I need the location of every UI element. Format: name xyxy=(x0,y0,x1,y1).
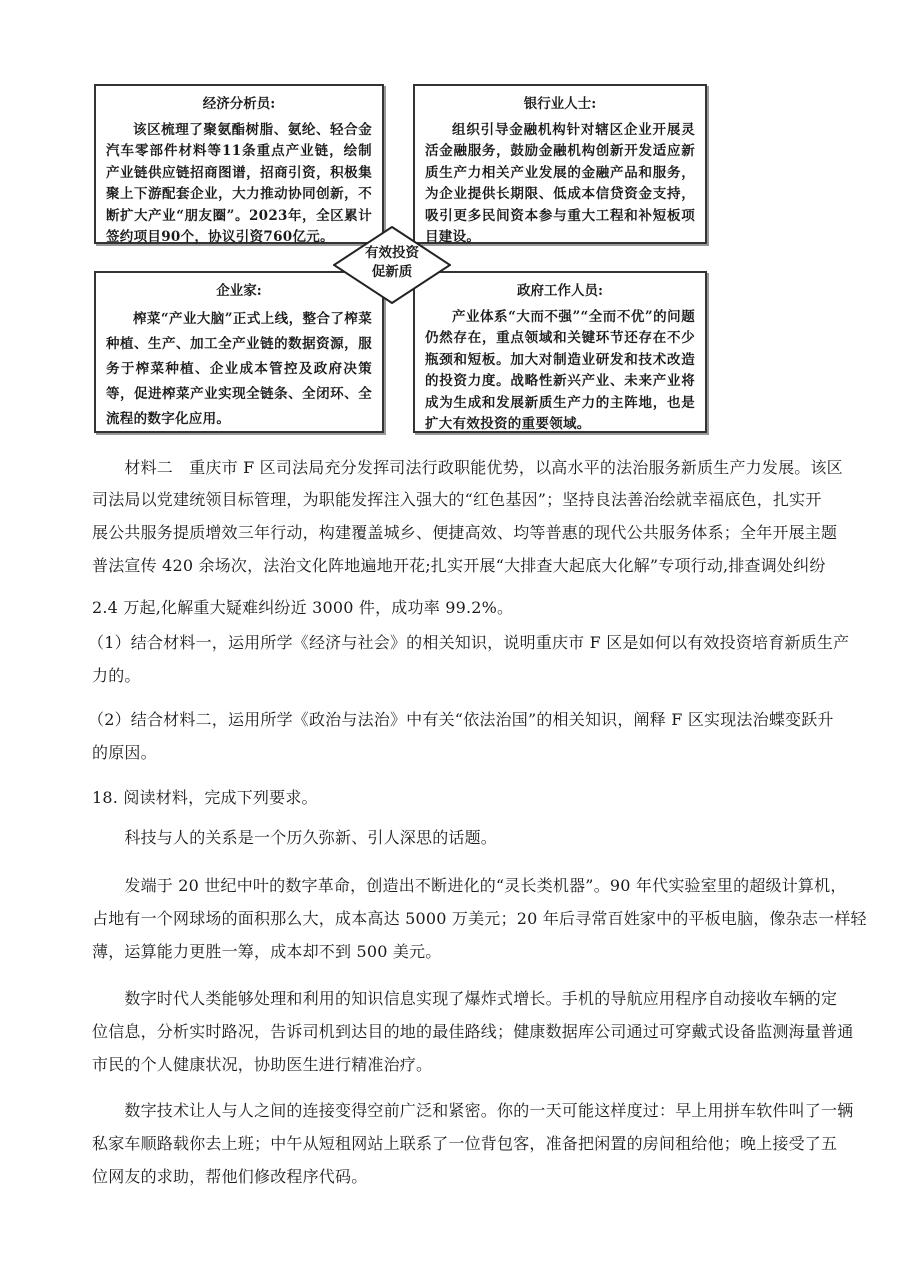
text-line: 数字技术让人与人之间的连接变得空前广泛和紧密。你的一天可能这样度过：早上用拼车软件叫了一辆 xyxy=(92,1101,854,1120)
text-line: 位信息，分析实时路况，告诉司机到达目的地的最佳路线；健康数据库公司通过可穿戴式设备监测海量普通 xyxy=(92,1022,854,1041)
box-text: 组织引导金融机构针对辖区企业开展灵活金融服务，鼓励金融机构创新开发适应新质生产力相关产业发展的金融产品和服务，为企业提供长期限、低成本信贷资金支持，吸引更多民间资本参与重大工程和补短板项目建设。 xyxy=(425,121,695,245)
box-text: 产业体系“大而不强”“全而不优”的问题仍然存在，重点领域和关键环节还存在不少瓶颈和短板。加大对制造业研发和技术改造的投资力度。战略性新兴产业、未来产业将成为生成和发展新质生产力的主阵地，也是扩大有效投资的重要领域。 xyxy=(425,308,695,432)
text-line: 市民的个人健康状况，协助医生进行精准治疗。 xyxy=(92,1055,433,1074)
text-line: 位网友的求助，帮他们修改程序代码。 xyxy=(92,1167,368,1186)
question-2: （2）结合材料二，运用所学《政治与法治》中有关“依法治国”的相关知识，阐释 F 区实现法治蝶变跃升 xyxy=(88,710,834,729)
text-line: 数字时代人类能够处理和利用的知识信息实现了爆炸式增长。手机的导航应用程序自动接收车辆的定 xyxy=(92,989,838,1008)
text-line: 科技与人的关系是一个历久弥新、引人深思的话题。 xyxy=(92,828,498,847)
box-government-staff xyxy=(413,271,707,433)
center-label-line: 有效投资 xyxy=(365,245,419,261)
text-line: 展公共服务提质增效三年行动，构建覆盖城乡、便捷高效、均等普惠的现代公共服务体系；全年开展主题 xyxy=(92,523,838,542)
text-line: 发端于 20 世纪中叶的数字革命，创造出不断进化的“灵长类机器”。90 年代实验室里的超级计算机， xyxy=(92,876,847,895)
box-title: 银行业人士: xyxy=(523,96,597,112)
box-text: 榨菜“产业大脑”正式上线，整合了榨菜种植、生产、加工全产业链的数据资源，服务于榨菜种植、企业成本管控及政府决策等，促进榨菜产业实现全链条、全闭环、全流程的数字化应用。 xyxy=(106,310,372,427)
text-line: 普法宣传 420 余场次，法治文化阵地遍地开花;扎实开展“大排查大起底大化解”专项行动,排查调处纠纷 xyxy=(92,556,826,575)
question-18-heading: 18. 阅读材料，完成下列要求。 xyxy=(92,788,318,807)
text-line: 材料二 重庆市 F 区司法局充分发挥司法行政职能优势，以高水平的法治服务新质生产力发展。该区 xyxy=(92,458,843,477)
text-line: 力的。 xyxy=(92,666,141,685)
text-line: 2.4 万起,化解重大疑难纠纷近 3000 件，成功率 99.2%。 xyxy=(92,598,514,617)
box-economic-analyst xyxy=(94,84,384,244)
text-line: 私家车顺路载你去上班；中午从短租网站上联系了一位背包客，准备把闲置的房间租给他；晚上接受了五 xyxy=(92,1134,838,1153)
question-1: （1）结合材料一，运用所学《经济与社会》的相关知识，说明重庆市 F 区是如何以有效投资培育新质生产 xyxy=(88,633,850,652)
text-line: 占地有一个网球场的面积那么大，成本高达 5000 万美元；20 年后寻常百姓家中的平板电脑，像杂志一样轻 xyxy=(92,909,867,928)
box-banker xyxy=(413,84,707,244)
box-title: 政府工作人员: xyxy=(517,283,603,299)
center-label xyxy=(333,244,451,282)
text-line: 薄，运算能力更胜一筹，成本却不到 500 美元。 xyxy=(92,942,442,961)
box-text: 该区梳理了聚氨酯树脂、氨纶、轻合金汽车零部件材料等11条重点产业链，绘制产业链供应链招商图谱，招商引资，积极集聚上下游配套企业，大力推动协同创新，不断扩大产业“朋友圈”。2023年，全区累计签约项目90个，协议引资760亿元。 xyxy=(106,121,372,245)
text-line: 司法局以党建统领目标管理，为职能发挥注入强大的“红色基因”；坚持良法善治绘就幸福底色，扎实开 xyxy=(92,490,822,509)
text-line: 的原因。 xyxy=(92,743,157,762)
box-title: 企业家: xyxy=(216,283,262,299)
center-label-line: 促新质 xyxy=(371,264,413,280)
box-title: 经济分析员: xyxy=(202,96,276,112)
